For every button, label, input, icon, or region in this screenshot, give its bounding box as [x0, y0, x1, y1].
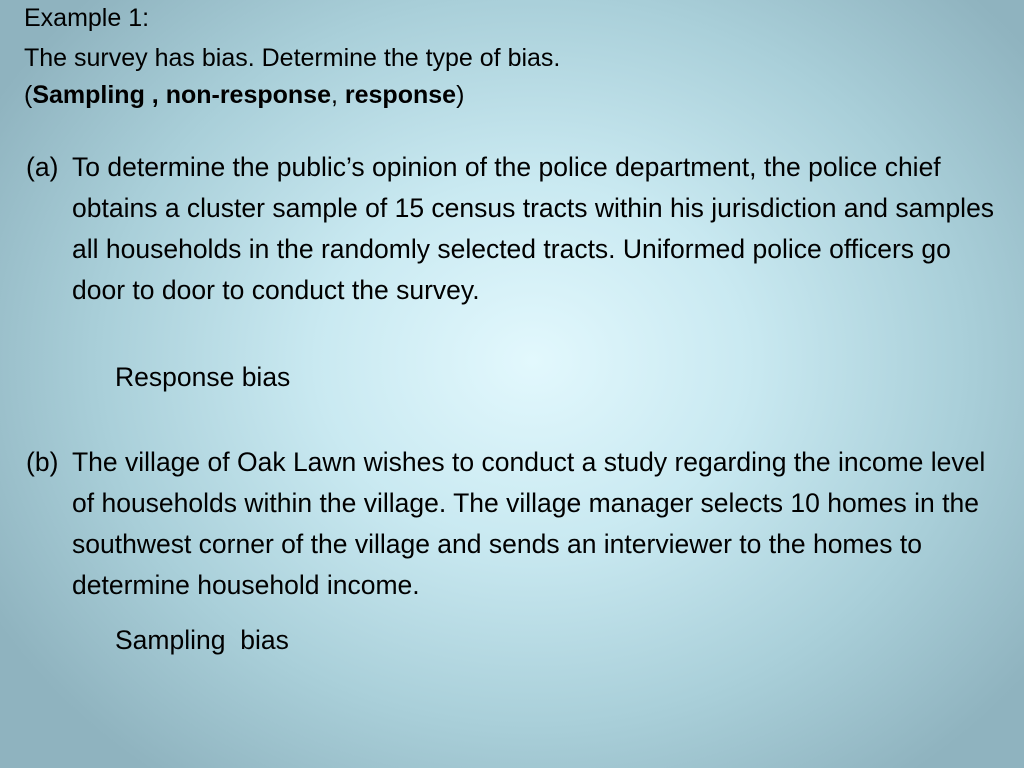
- bias-type-non-response: non-response: [165, 81, 331, 109]
- separator: ,: [144, 81, 166, 109]
- question-text: To determine the public’s opinion of the police department, the police chief obtains a cluster sample of 15 census tracts within his jurisdiction and samples all households in the randomly selected tracts. Uniformed police officers go door to door to conduct the survey.: [72, 152, 995, 305]
- bias-type-response: response: [344, 81, 457, 109]
- question-a: [26, 147, 1001, 311]
- question-marker: (b): [26, 447, 59, 477]
- answer-a: Response bias: [115, 362, 291, 392]
- question-b: [26, 442, 1001, 606]
- slide-header: [24, 2, 1004, 112]
- question-text: The village of Oak Lawn wishes to conduct a study regarding the income level of households within the village. The village manager selects 10 homes in the southwest corner of the village and sends an interviewer to the homes to determine household income.: [72, 447, 986, 600]
- bias-type-sampling: Sampling: [32, 81, 145, 109]
- close-paren: ): [456, 81, 465, 109]
- bias-types-list: [24, 78, 1004, 112]
- example-label: Example 1:: [24, 4, 150, 32]
- open-paren: (: [24, 81, 33, 109]
- answer-b: Sampling bias: [115, 625, 289, 655]
- instruction-text: The survey has bias. Determine the type of bias.: [24, 44, 561, 72]
- separator: ,: [330, 81, 345, 109]
- question-marker: (a): [26, 152, 59, 182]
